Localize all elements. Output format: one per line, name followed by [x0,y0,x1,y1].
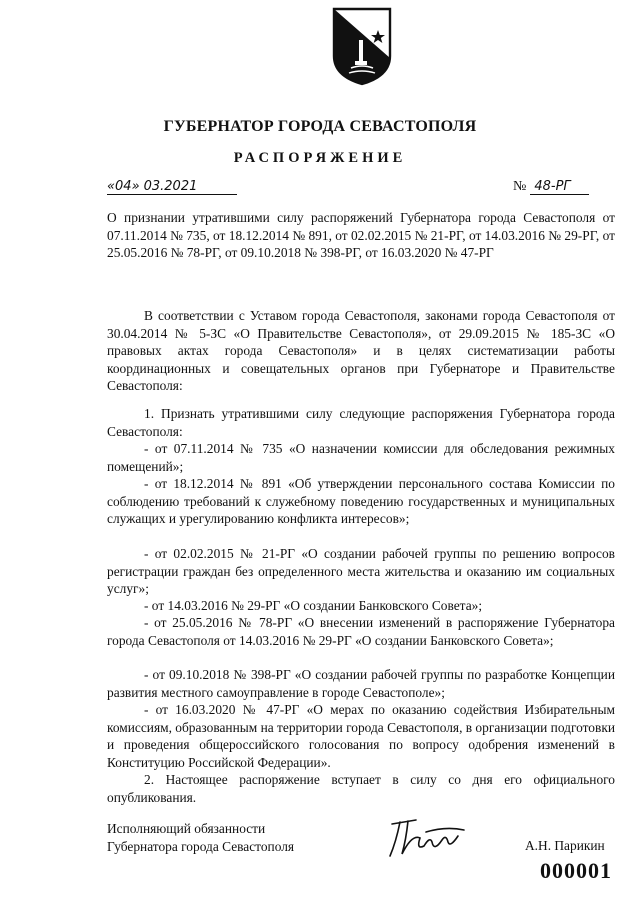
list-item: - от 14.03.2016 № 29-РГ «О создании Банковского Совета»; [144,598,483,613]
signatory-name: А.Н. Парикин [525,838,605,853]
document-title: О признании утратившими силу распоряжений Губернатора города Севастополя от 07.11.2014 № 735, от 18.12.2014 № 891, от 02.02.2015 № 21-РГ, от 14.03.2016 № 29-РГ, от 25.05.2016 № 78-РГ, от 09.10.2018 № 398-РГ, от 16.03.2020 № 47-РГ [107,210,615,260]
list-item: - от 25.05.2016 № 78-РГ «О внесении изменений в распоряжение Губернатора города Севастополя от 14.03.2016 № 29-РГ «О создании Банковского Совета»; [107,615,615,648]
date-open-quote: « [107,179,116,194]
number-sign: № [513,179,527,194]
list-item: - от 07.11.2014 № 735 «О назначении комиссии для обследования режимных помещений»; [107,441,615,474]
number-value: 48-РГ [530,179,588,195]
signatory-position-line-1: Исполняющий обязанности [107,821,266,836]
coat-of-arms-emblem [331,6,393,86]
document-number [513,177,615,194]
document-date [107,177,237,195]
issuing-authority: ГУБЕРНАТОР ГОРОДА СЕВАСТОПОЛЯ [163,118,477,135]
document-type: РАСПОРЯЖЕНИЕ [233,150,407,166]
item-2-paragraph: 2. Настоящее распоряжение вступает в силу со дня его официального опубликования. [107,772,615,805]
item-1-intro: 1. Признать утратившими силу следующие распоряжения Губернатора города Севастополя: [107,406,615,439]
list-item: - от 02.02.2015 № 21-РГ «О создании рабочей группы по решению вопросов регистрации граждан без определенного места жительства и оказанию им социальных услуг»; [107,546,615,597]
serial-number: 000001 [540,858,612,883]
date-month-year: 03.2021 [143,179,198,194]
date-close-quote: » [131,179,140,194]
list-item: - от 16.03.2020 № 47-РГ «О мерах по оказанию содействия Избирательным комиссиям, образованным на территории города Севастополя, в организации подготовки и проведения общероссийского голосования по вопросу одобрения изменений в Конституцию Российской Федерации». [107,702,615,770]
signatory-position-line-2: Губернатора города Севастополя [107,838,295,854]
handwritten-signature [386,812,468,862]
date-day: 04 [115,179,132,194]
signatory-position [107,820,294,855]
preamble-paragraph: В соответствии с Уставом города Севастополя, законами города Севастополя от 30.04.2014 № 5-ЗС «О Правительстве Севастополя», от 29.09.2015 № 185-ЗС «О правовых актах города Севастополя» и в целях систематизации работы координационных и совещательных органов при Губернаторе и Правительстве Севастополя: [107,308,615,394]
list-item: - от 18.12.2014 № 891 «Об утверждении персонального состава Комиссии по соблюдению требований к служебному поведению государственных и муниципальных служащих и урегулированию конфликта интересов»; [107,476,615,527]
list-item: - от 09.10.2018 № 398-РГ «О создании рабочей группы по разработке Концепции развития местного самоуправление в городе Севастополе»; [107,667,615,700]
